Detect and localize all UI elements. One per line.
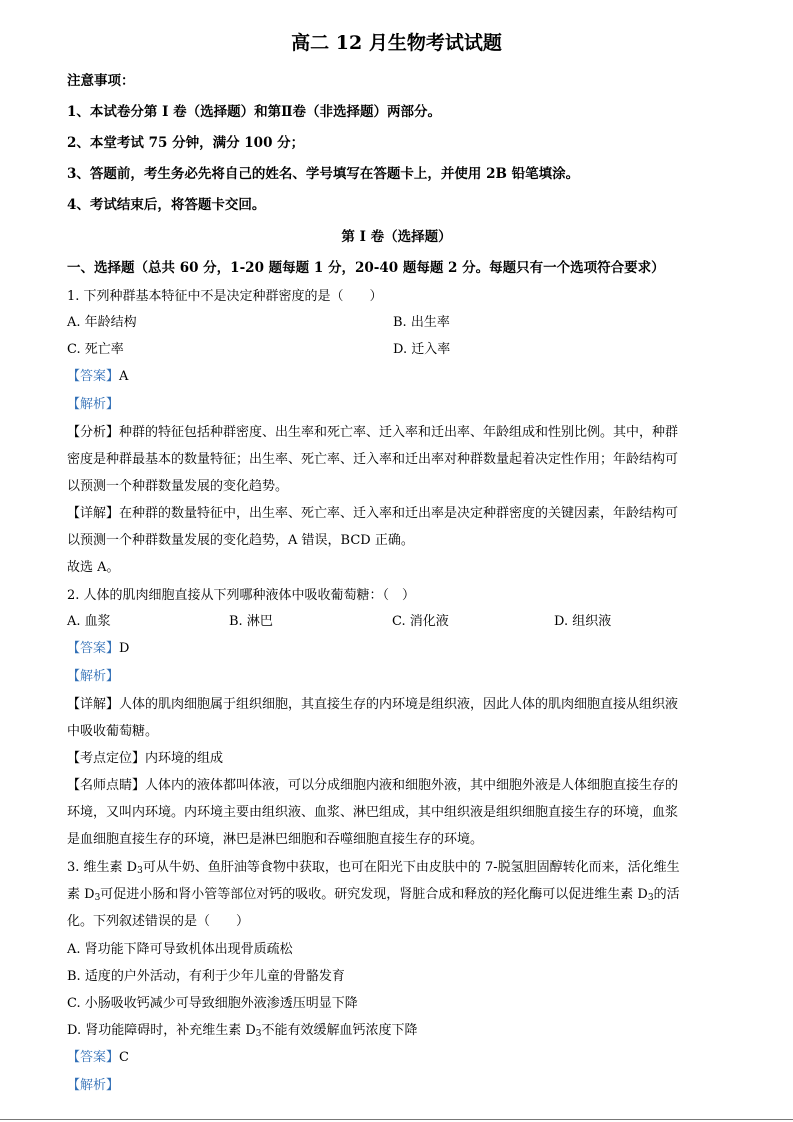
q1-fenxi-line: 【分析】种群的特征包括种群密度、出生率和死亡率、迁入率和迁出率、年龄组成和性别比例。其中，种群 (67, 425, 679, 440)
q2-option-a: A. 血浆 (67, 614, 111, 629)
q2-dianjing-line: 环境，又叫内环境。内环境主要由组织液、血浆、淋巴组成，其中组织液是组织细胞直接生存的环境，血浆 (67, 805, 679, 820)
notice-item: 1、本试卷分第 Ⅰ 卷（选择题）和第Ⅱ卷（非选择题）两部分。 (67, 104, 441, 120)
notice-item: 4、考试结束后，将答题卡交回。 (67, 197, 266, 213)
q1-option-d: D. 迁入率 (393, 342, 451, 357)
q2-option-d: D. 组织液 (554, 614, 612, 629)
q1-detail-line: 【详解】在种群的数量特征中，出生率、死亡率、迁入率和迁出率是决定种群密度的关键因素，年龄结构可 (67, 506, 679, 521)
q3-option-a: A. 肾功能下降可导致机体出现骨质疏松 (67, 942, 293, 957)
q3-stem-part: 可从牛奶、鱼肝油等食物中获取，也可在阳光下由皮肤中的 7-脱氢胆固醇转化而来，活化维生 (142, 860, 680, 875)
subscript-3: 3 (94, 893, 101, 903)
section-title: 第 Ⅰ 卷（选择题） (341, 229, 452, 245)
part-heading: 一、选择题（总共 60 分，1-20 题每题 1 分，20-40 题每题 2 分。每题只有一个选项符合要求） (67, 260, 665, 276)
q2-answer-value: D (119, 641, 130, 656)
q1-answer (67, 368, 128, 386)
q1-option-b: B. 出生率 (393, 315, 450, 330)
answer-label: 【答案】 (67, 641, 120, 656)
q2-detail-line: 中吸收葡萄糖。 (67, 724, 159, 739)
q2-dianjing-line: 【名师点睛】人体内的液体都叫体液，可以分成细胞内液和细胞外液，其中细胞外液是人体细胞直接生存的 (67, 778, 679, 793)
q3-answer (67, 1049, 129, 1067)
q1-detail-line: 以预测一个种群数量发展的变化趋势，A 错误，BCD 正确。 (67, 533, 414, 548)
notice-item: 3、答题前，考生务必先将自己的姓名、学号填写在答题卡上，并使用 2B 铅笔填涂。 (67, 166, 580, 182)
q2-analysis-label: 【解析】 (67, 669, 120, 684)
notice-item: 2、本堂考试 75 分钟，满分 100 分； (67, 135, 305, 151)
subscript-3: 3 (647, 893, 654, 903)
q3-stem-part: 3. 维生素 D (67, 860, 138, 875)
q3-option-d-part: D. 肾功能障碍时，补充维生素 D (67, 1023, 256, 1038)
q1-conclusion: 故选 A。 (67, 560, 120, 575)
q3-stem-part: 的活 (653, 887, 680, 902)
q3-option-c: C. 小肠吸收钙减少可导致细胞外液渗透压明显下降 (67, 996, 358, 1011)
q2-answer (67, 640, 129, 658)
answer-label: 【答案】 (67, 1050, 120, 1065)
q1-answer-value: A (119, 369, 129, 384)
q2-detail-line: 【详解】人体的肌肉细胞属于组织细胞，其直接生存的内环境是组织液，因此人体的肌肉细胞直接从组织液 (67, 697, 679, 712)
page-title: 高二 12 月生物考试试题 (291, 32, 502, 54)
subscript-3: 3 (255, 1029, 262, 1039)
q1-option-a: A. 年龄结构 (67, 315, 137, 330)
q3-stem-part: 可促进小肠和肾小管等部位对钙的吸收。研究发现，肾脏合成和释放的羟化酶可以促进维生素 D (100, 887, 648, 902)
question-3-stem-line: 化。下列叙述错误的是（ ） (67, 914, 250, 929)
answer-label: 【答案】 (67, 369, 120, 384)
question-3-stem-line (67, 859, 680, 877)
question-3-stem-line (67, 886, 680, 904)
q2-option-c: C. 消化液 (392, 614, 449, 629)
q3-stem-part: 素 D (67, 887, 95, 902)
q1-fenxi-line: 以预测一个种群数量发展的变化趋势。 (67, 479, 289, 494)
page-bottom-divider (0, 1119, 793, 1120)
subscript-3: 3 (137, 866, 143, 876)
q3-answer-value: C (119, 1050, 129, 1065)
q2-dianjing-line: 是血细胞直接生存的环境，淋巴是淋巴细胞和吞噬细胞直接生存的环境。 (67, 832, 484, 847)
notice-heading: 注意事项： (67, 73, 135, 89)
q1-fenxi-line: 密度是种群最基本的数量特征；出生率、死亡率、迁入率和迁出率对种群数量起着决定性作用；年龄结构可 (67, 452, 679, 467)
q3-option-b: B. 适度的户外活动，有利于少年儿童的骨骼发育 (67, 969, 345, 984)
q3-option-d (67, 1022, 418, 1040)
q1-option-c: C. 死亡率 (67, 342, 124, 357)
q2-kaodian: 【考点定位】内环境的组成 (67, 751, 224, 766)
q3-analysis-label: 【解析】 (67, 1078, 120, 1093)
question-1-stem: 1. 下列种群基本特征中不是决定种群密度的是（ ） (67, 289, 383, 304)
q1-analysis-label: 【解析】 (67, 397, 120, 412)
q3-option-d-part: 不能有效缓解血钙浓度下降 (261, 1023, 418, 1038)
question-2-stem: 2. 人体的肌肉细胞直接从下列哪种液体中吸收葡萄糖：（ ） (67, 588, 416, 603)
q2-option-b: B. 淋巴 (229, 614, 273, 629)
